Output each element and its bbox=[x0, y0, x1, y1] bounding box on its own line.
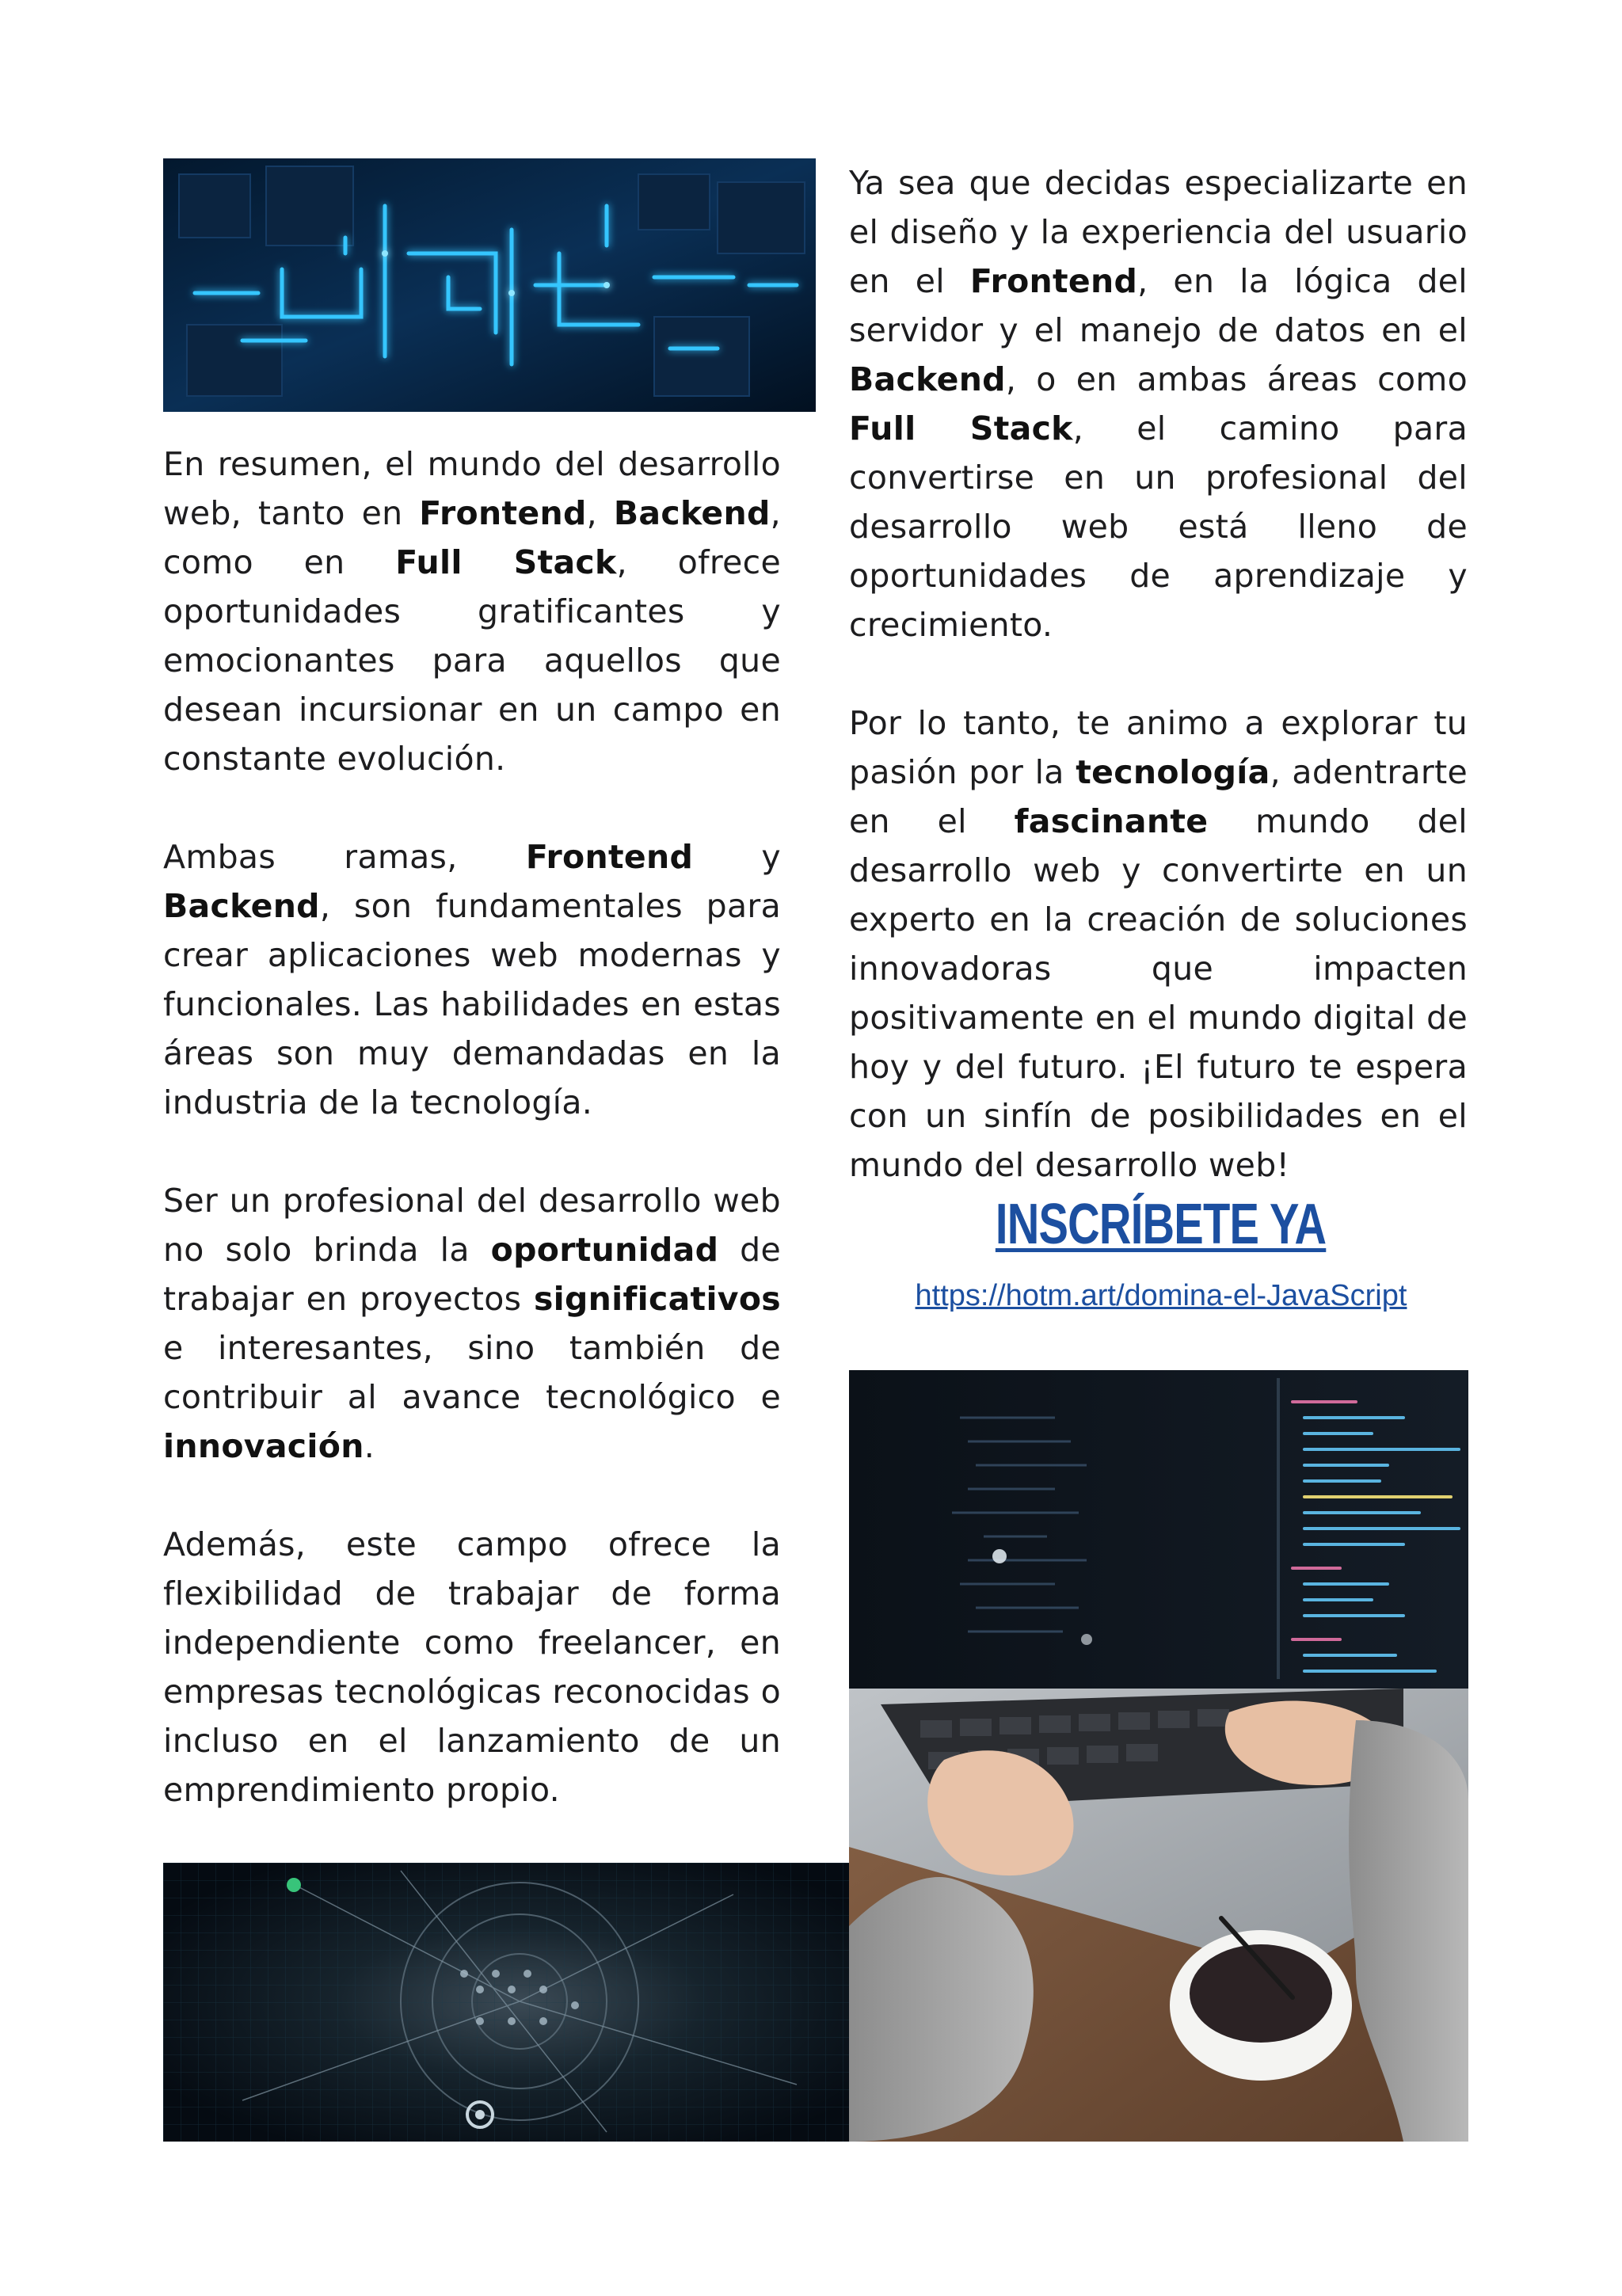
laptop-typing-image bbox=[849, 1689, 1468, 2142]
left-paragraph-4: Además, este campo ofrece la flexibilidad de trabajar de forma independiente como freelancer, en empresas tecnológicas reconocidas o incluso en el lanzamiento de un emprendimiento propio. bbox=[163, 1525, 781, 1809]
left-paragraph-2: Ambas ramas, Frontend y Backend, son fundamentales para crear aplicaciones web modernas y funcionales. Las habilidades en estas áreas son muy demandadas en la industria de la tecnología. bbox=[163, 838, 781, 1121]
left-text-column bbox=[163, 440, 781, 1814]
left-paragraph-3: Ser un profesional del desarrollo web no solo brinda la oportunidad de trabajar en proyectos significativos e interesantes, sino también de contribuir al avance tecnológico e innovación. bbox=[163, 1182, 781, 1465]
right-paragraph-1: Ya sea que decidas especializarte en el diseño y la experiencia del usuario en el Frontend, en la lógica del servidor y el manejo de datos en el Backend, o en ambas áreas como Full Stack, el camino para convertirse en un profesional del desarrollo web está lleno de oportunidades de aprendizaje y crecimiento. bbox=[849, 164, 1468, 644]
left-paragraph-1: En resumen, el mundo del desarrollo web, tanto en Frontend, Backend, como en Full Stack, ofrece oportunidades gratificantes y emocionantes para aquellos que desean incursionar en un campo en constante evolución. bbox=[163, 445, 782, 778]
right-text-column bbox=[849, 158, 1468, 1190]
cta-block bbox=[852, 1192, 1470, 1313]
right-paragraph-2: Por lo tanto, te animo a explorar tu pasión por la tecnología, adentrarte en el fascinante mundo del desarrollo web y convertirte en un experto en la creación de soluciones innovadoras que impacten positivamente en el mundo digital de hoy y del futuro. ¡El futuro te espera con un sinfín de posibilidades en el mundo del desarrollo web! bbox=[849, 704, 1468, 1184]
digital-circuit-image bbox=[163, 1863, 849, 2142]
neon-lights-image bbox=[163, 158, 816, 412]
cta-link[interactable]: https://hotm.art/domina-el-JavaScript bbox=[915, 1279, 1407, 1312]
cta-title[interactable]: INSCRÍBETE YA bbox=[996, 1193, 1327, 1256]
code-editor-image bbox=[849, 1370, 1468, 1689]
